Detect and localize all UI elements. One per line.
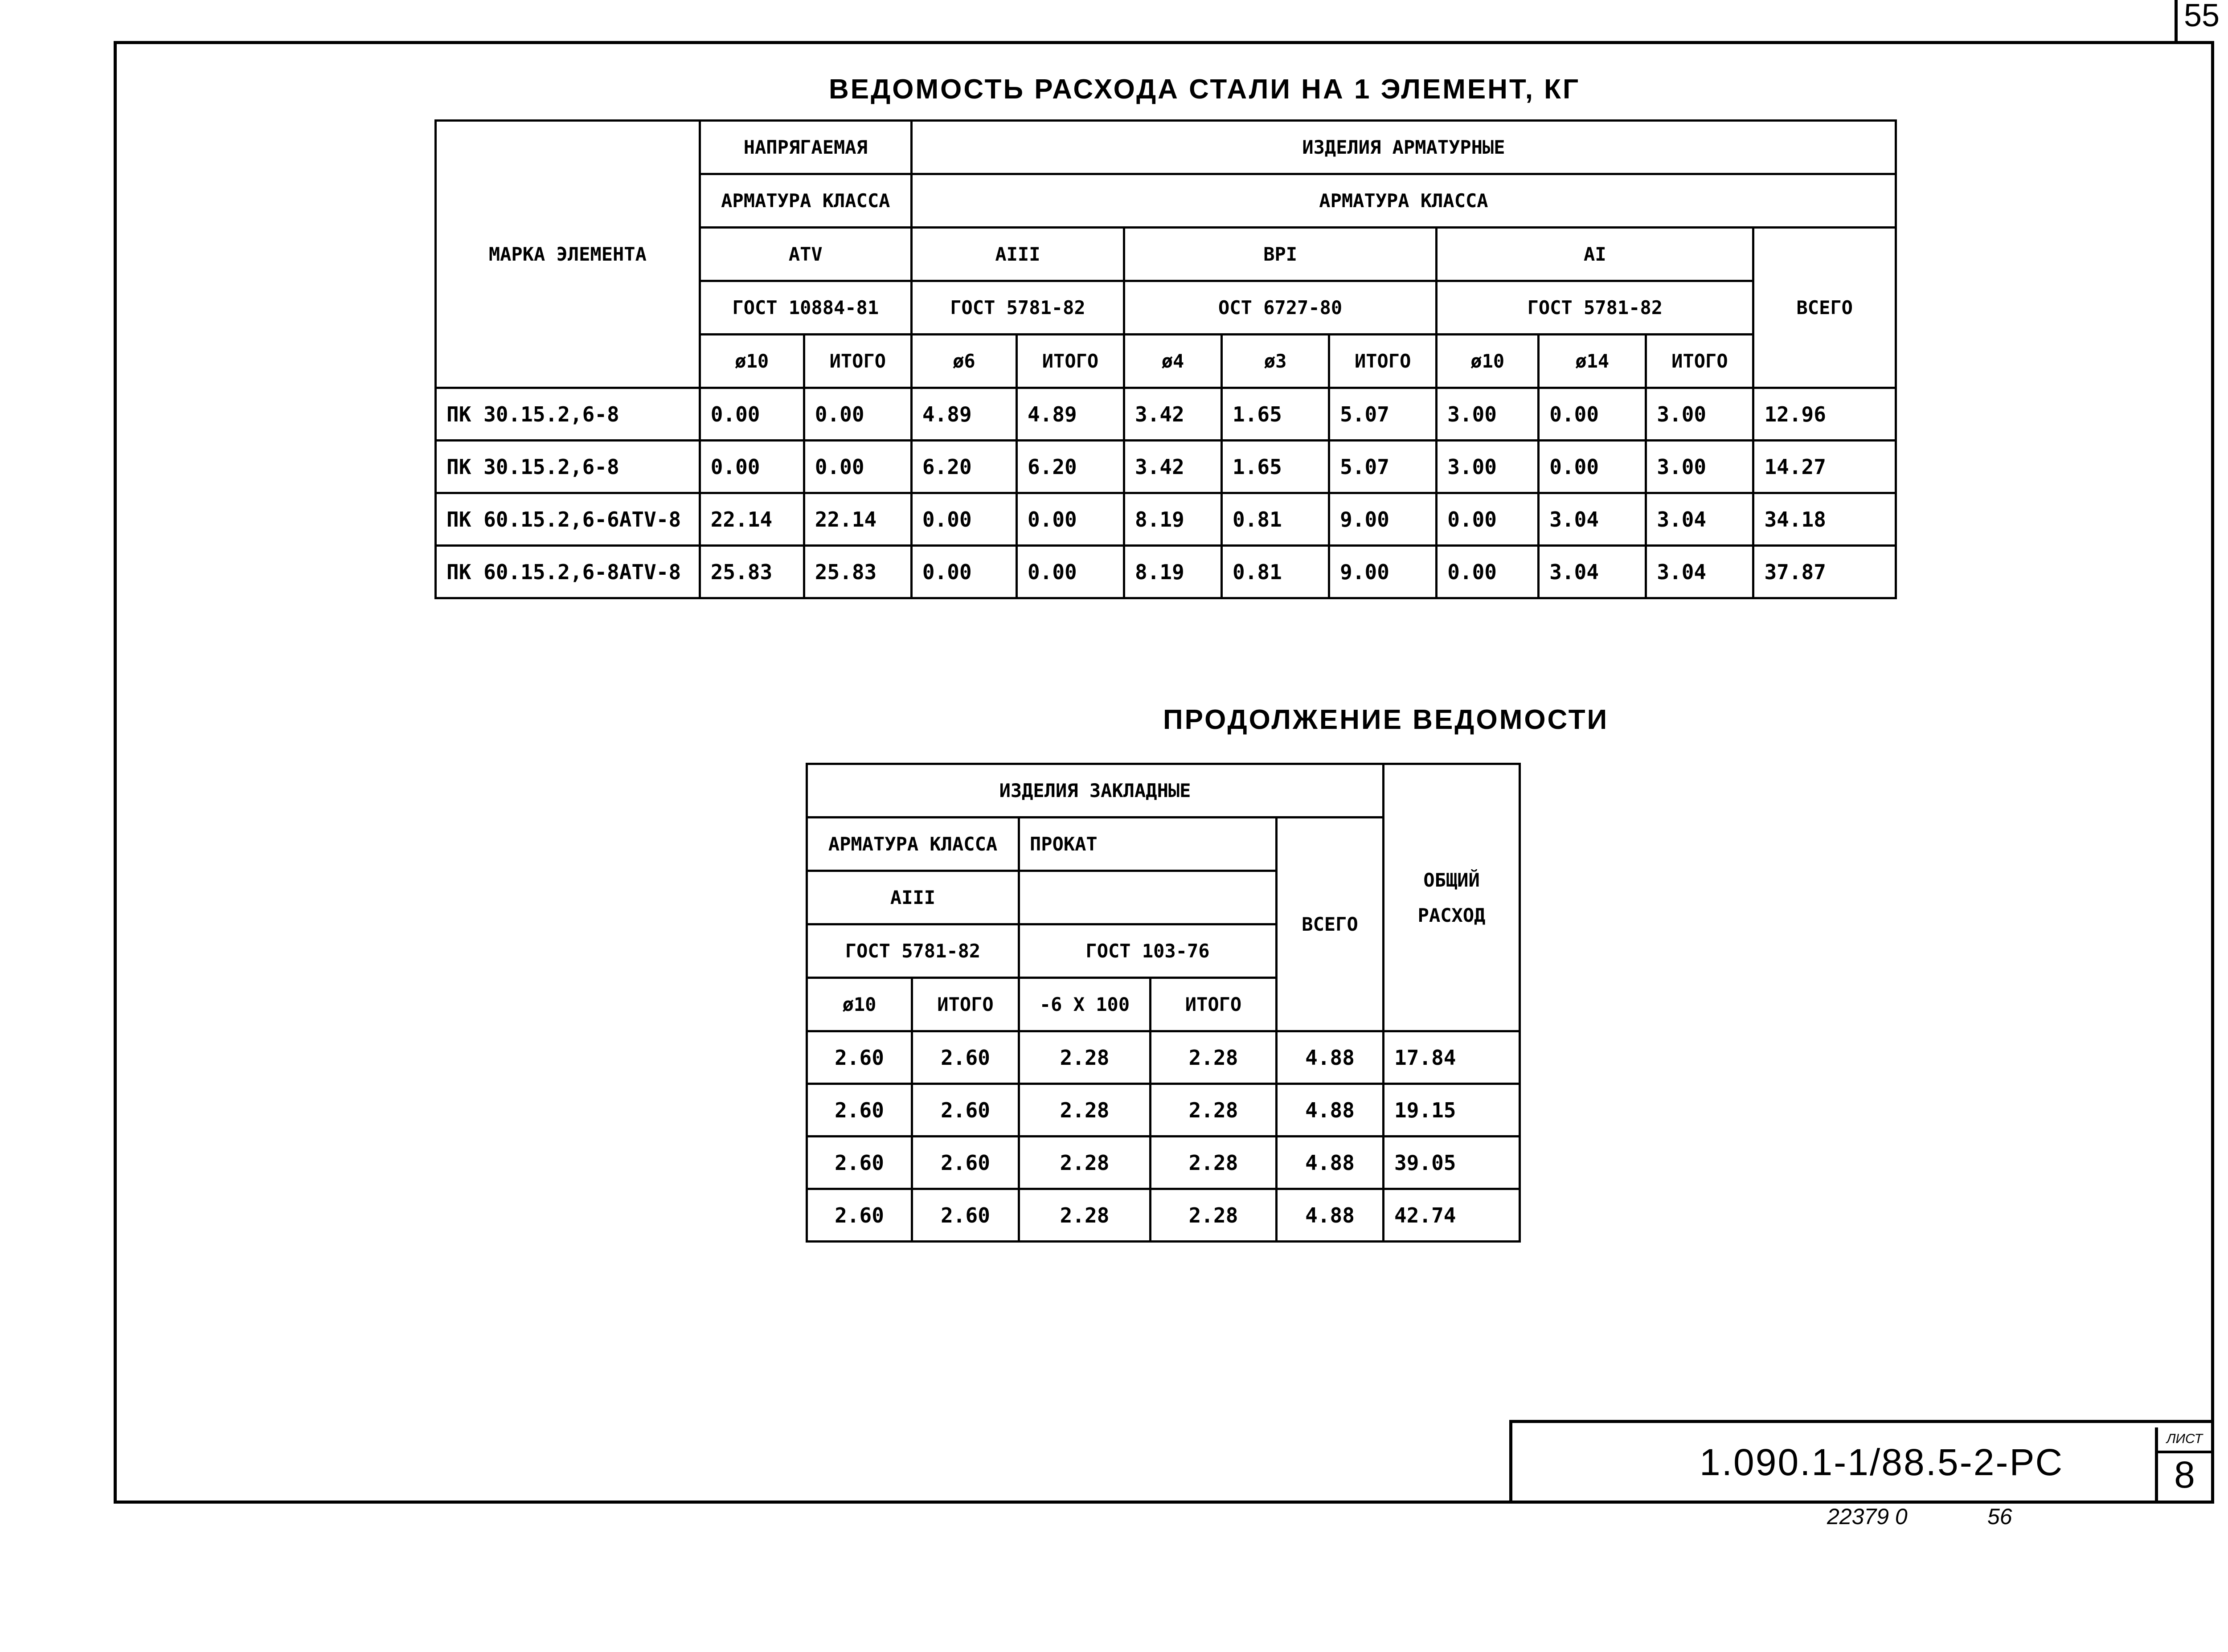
value-cell: 4.89 <box>911 388 1016 441</box>
header-rolled: ПРОКАТ <box>1019 818 1277 871</box>
header-diameter: ø10 <box>700 335 804 388</box>
value-cell: 2.28 <box>1151 1189 1277 1242</box>
header-itogo: ИТОГО <box>1016 335 1124 388</box>
value-cell: 2.60 <box>912 1137 1019 1189</box>
element-mark-cell: ПК 30.15.2,6-8 <box>436 388 700 441</box>
table-row <box>436 546 1896 598</box>
value-cell: 19.15 <box>1384 1084 1520 1137</box>
header-rolled-empty <box>1019 871 1277 924</box>
sheet-number: 8 <box>2174 1454 2195 1496</box>
header-gost-rolled: ГОСТ 103-76 <box>1019 924 1277 978</box>
header-tensioned: НАПРЯГАЕМАЯ <box>700 121 911 174</box>
value-cell: 0.00 <box>804 441 911 493</box>
header-diameter: ø6 <box>911 335 1016 388</box>
value-cell: 1.65 <box>1222 388 1329 441</box>
header-gost-ai: ГОСТ 5781-82 <box>1437 281 1753 335</box>
value-cell: 2.60 <box>912 1031 1019 1084</box>
value-cell: 17.84 <box>1384 1031 1520 1084</box>
value-cell: 3.04 <box>1646 546 1753 598</box>
value-cell: 2.28 <box>1019 1084 1151 1137</box>
value-cell: 2.28 <box>1019 1137 1151 1189</box>
value-cell: 2.60 <box>912 1189 1019 1242</box>
header-mark: МАРКА ЭЛЕМЕНТА <box>436 121 700 388</box>
value-cell: 9.00 <box>1329 546 1437 598</box>
value-cell: 4.88 <box>1277 1137 1384 1189</box>
table-row <box>807 1031 1520 1084</box>
value-cell: 2.28 <box>1151 1084 1277 1137</box>
value-cell: 0.00 <box>700 441 804 493</box>
table2-title: ПРОДОЛЖЕНИЕ ВЕДОМОСТИ <box>1163 704 1609 735</box>
value-cell: 2.60 <box>807 1137 912 1189</box>
value-cell: 2.28 <box>1151 1137 1277 1189</box>
element-mark-cell: ПК 60.15.2,6-8АТV-8 <box>436 546 700 598</box>
value-cell: 14.27 <box>1753 441 1896 493</box>
value-cell: 6.20 <box>911 441 1016 493</box>
value-cell: 8.19 <box>1124 493 1222 546</box>
value-cell: 3.00 <box>1437 388 1539 441</box>
value-cell: 25.83 <box>700 546 804 598</box>
title-block <box>1509 1420 2214 1501</box>
header-aiii: AIII <box>807 871 1019 924</box>
value-cell: 5.07 <box>1329 441 1437 493</box>
header-diameter: ø4 <box>1124 335 1222 388</box>
continuation-table <box>806 763 1521 1243</box>
value-cell: 22.14 <box>700 493 804 546</box>
value-cell: 0.00 <box>1437 493 1539 546</box>
table1-title: ВЕДОМОСТЬ РАСХОДА СТАЛИ НА 1 ЭЛЕМЕНТ, КГ <box>829 74 1581 105</box>
header-diameter: ø10 <box>1437 335 1539 388</box>
header-itogo: ИТОГО <box>1646 335 1753 388</box>
value-cell: 2.60 <box>807 1189 912 1242</box>
table-row <box>807 1189 1520 1242</box>
value-cell: 8.19 <box>1124 546 1222 598</box>
value-cell: 2.60 <box>807 1084 912 1137</box>
header-overall-line1: ОБЩИЙ <box>1423 869 1480 891</box>
header-total: ВСЕГО <box>1277 818 1384 1031</box>
value-cell: 34.18 <box>1753 493 1896 546</box>
value-cell: 0.00 <box>911 546 1016 598</box>
archive-number: 22379 0 <box>1827 1504 1908 1529</box>
value-cell: 0.00 <box>700 388 804 441</box>
header-diameter: ø14 <box>1539 335 1646 388</box>
value-cell: 6.20 <box>1016 441 1124 493</box>
value-cell: 39.05 <box>1384 1137 1520 1189</box>
header-itogo: ИТОГО <box>1151 978 1277 1031</box>
header-tensioned-class: АРМАТУРА КЛАССА <box>700 174 911 228</box>
value-cell: 0.00 <box>1539 441 1646 493</box>
header-products-class: АРМАТУРА КЛАССА <box>911 174 1896 228</box>
value-cell: 2.28 <box>1151 1031 1277 1084</box>
header-overall-line2: РАСХОД <box>1417 904 1486 926</box>
value-cell: 0.00 <box>804 388 911 441</box>
header-atv: AТV <box>700 228 911 281</box>
value-cell: 5.07 <box>1329 388 1437 441</box>
value-cell: 0.00 <box>1539 388 1646 441</box>
table-row <box>807 1084 1520 1137</box>
table-row <box>807 1137 1520 1189</box>
header-rebar-class: АРМАТУРА КЛАССА <box>807 818 1019 871</box>
value-cell: 2.60 <box>807 1031 912 1084</box>
value-cell: 9.00 <box>1329 493 1437 546</box>
value-cell: 0.00 <box>1016 546 1124 598</box>
element-mark-cell: ПК 30.15.2,6-8 <box>436 441 700 493</box>
value-cell: 3.42 <box>1124 388 1222 441</box>
value-cell: 12.96 <box>1753 388 1896 441</box>
value-cell: 25.83 <box>804 546 911 598</box>
header-itogo: ИТОГО <box>912 978 1019 1031</box>
table-row <box>436 493 1896 546</box>
value-cell: 0.81 <box>1222 493 1329 546</box>
value-cell: 0.00 <box>911 493 1016 546</box>
value-cell: 3.00 <box>1646 441 1753 493</box>
value-cell: 2.28 <box>1019 1031 1151 1084</box>
value-cell: 3.04 <box>1539 546 1646 598</box>
value-cell: 4.88 <box>1277 1084 1384 1137</box>
page-number: 55 <box>2184 0 2220 33</box>
header-diameter: ø3 <box>1222 335 1329 388</box>
table-row <box>436 388 1896 441</box>
header-bpi: ВРI <box>1124 228 1437 281</box>
value-cell: 2.60 <box>912 1084 1019 1137</box>
header-gost-atv: ГОСТ 10884-81 <box>700 281 911 335</box>
header-ost-bpi: ОСТ 6727-80 <box>1124 281 1437 335</box>
value-cell: 0.00 <box>1016 493 1124 546</box>
value-cell: 3.00 <box>1437 441 1539 493</box>
header-diameter: ø10 <box>807 978 912 1031</box>
header-embedded: ИЗДЕЛИЯ ЗАКЛАДНЫЕ <box>807 764 1384 818</box>
value-cell: 37.87 <box>1753 546 1896 598</box>
value-cell: 4.88 <box>1277 1189 1384 1242</box>
value-cell: 2.28 <box>1019 1189 1151 1242</box>
document-code: 1.090.1-1/88.5-2-РС <box>1700 1441 2064 1483</box>
steel-consumption-table <box>434 119 1897 599</box>
value-cell: 4.88 <box>1277 1031 1384 1084</box>
page-number-box <box>2175 0 2220 41</box>
header-itogo: ИТОГО <box>1329 335 1437 388</box>
value-cell: 3.04 <box>1539 493 1646 546</box>
value-cell: 4.89 <box>1016 388 1124 441</box>
value-cell: 42.74 <box>1384 1189 1520 1242</box>
header-products: ИЗДЕЛИЯ АРМАТУРНЫЕ <box>911 121 1896 174</box>
value-cell: 1.65 <box>1222 441 1329 493</box>
header-gost-aiii: ГОСТ 5781-82 <box>807 924 1019 978</box>
value-cell: 3.42 <box>1124 441 1222 493</box>
sheet-cell <box>2155 1427 2211 1501</box>
header-gost-aiii: ГОСТ 5781-82 <box>911 281 1124 335</box>
value-cell: 3.04 <box>1646 493 1753 546</box>
header-overall <box>1384 764 1520 1031</box>
value-cell: 0.81 <box>1222 546 1329 598</box>
sheet-label: ЛИСТ <box>2158 1427 2211 1453</box>
header-itogo: ИТОГО <box>804 335 911 388</box>
header-ai: AI <box>1437 228 1753 281</box>
header-aiii: AIII <box>911 228 1124 281</box>
header-strip: -6 X 100 <box>1019 978 1151 1031</box>
value-cell: 3.00 <box>1646 388 1753 441</box>
value-cell: 22.14 <box>804 493 911 546</box>
header-total: ВСЕГО <box>1753 228 1896 388</box>
page-ref: 56 <box>1987 1504 2012 1529</box>
value-cell: 0.00 <box>1437 546 1539 598</box>
table-row <box>436 441 1896 493</box>
element-mark-cell: ПК 60.15.2,6-6АТV-8 <box>436 493 700 546</box>
